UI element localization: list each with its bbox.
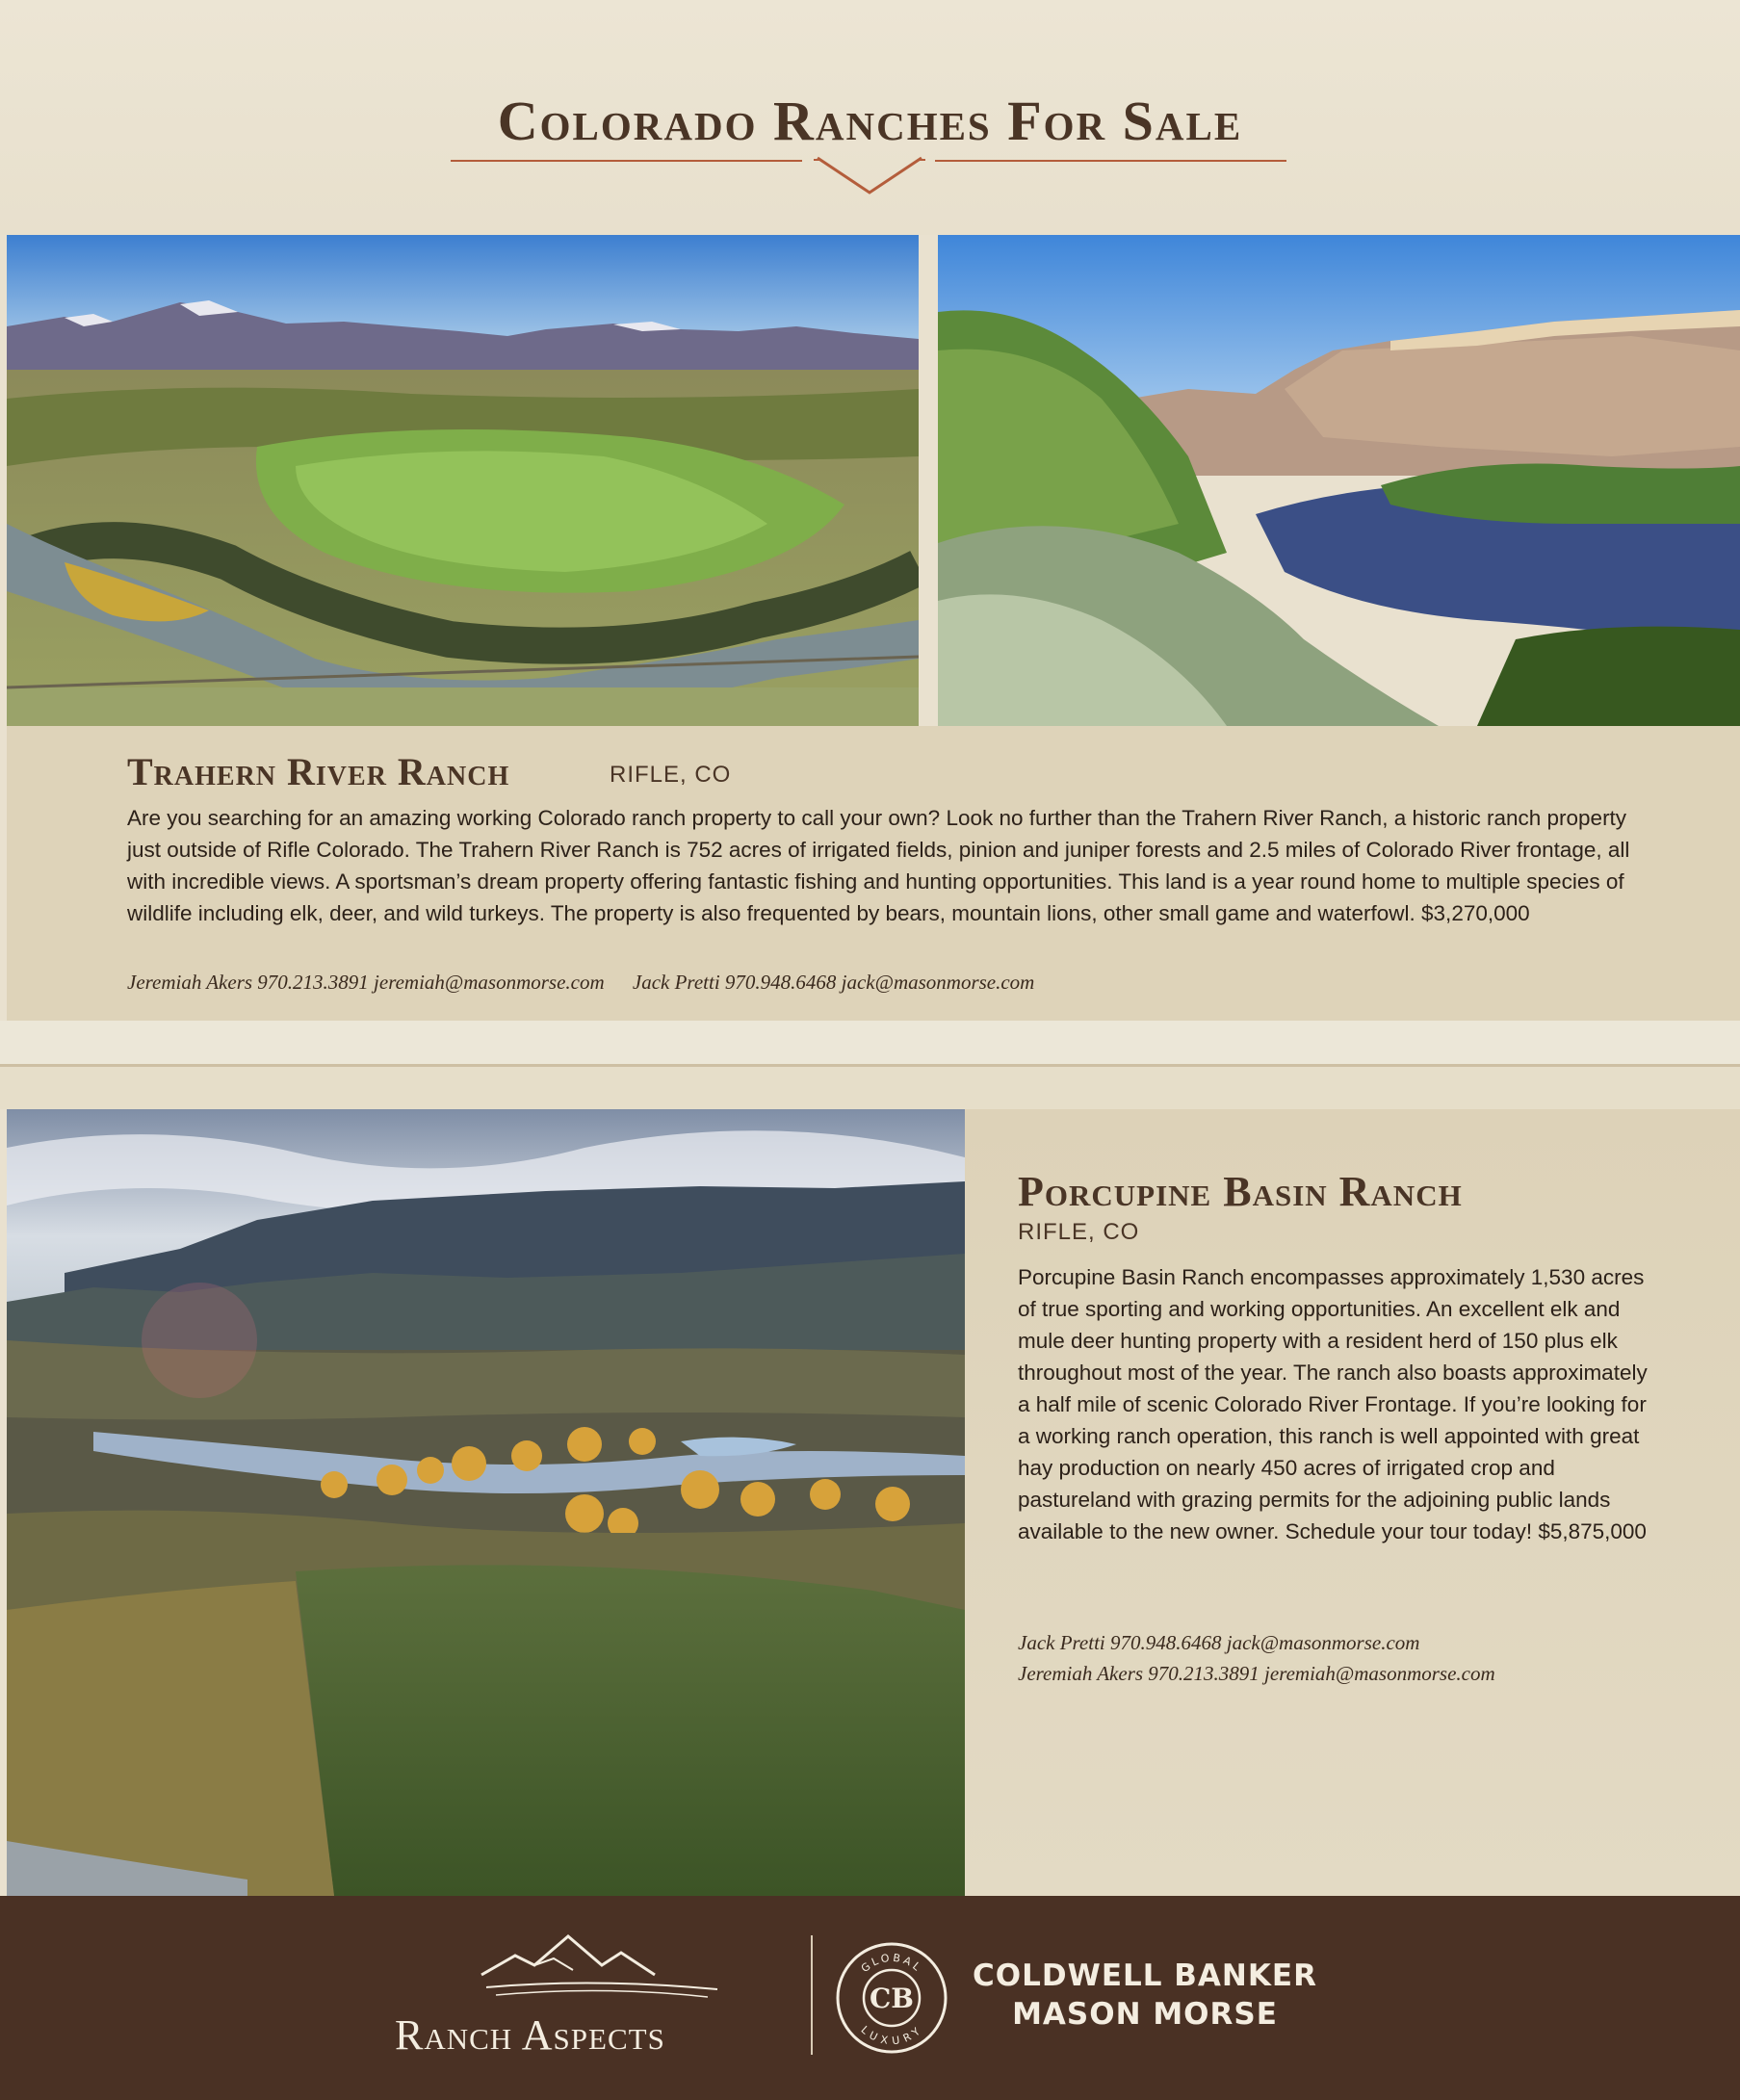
cb-line-1: COLDWELL BANKER xyxy=(973,1958,1317,1993)
ranch-aspects-name: Ranch Aspects xyxy=(395,2011,665,2059)
contact-jack[interactable]: Jack Pretti 970.948.6468 jack@masonmorse.com xyxy=(632,971,1035,994)
porcupine-aerial-photo xyxy=(7,1109,965,1896)
seal-monogram: CB xyxy=(870,1983,914,2014)
listing-1-title: Trahern River Ranch xyxy=(127,750,510,793)
contact-jeremiah[interactable]: Jeremiah Akers 970.213.3891 jeremiah@masonmorse.com xyxy=(1018,1662,1495,1685)
ranch-aspects-logo-icon xyxy=(477,1931,722,2009)
listing-2-title: Porcupine Basin Ranch xyxy=(1018,1168,1463,1215)
listing-2-description: Porcupine Basin Ranch encompasses approximately 1,530 acres of true sporting and working opportunities. An excellent elk and mule deer hunting property with a resident herd of 150 plus elk throughout most of the year. The ranch also boasts approximately a half mile of scenic Colorado River Frontage. If you’re looking for a working ranch operation, this ranch is well appointed with great hay production on nearly 450 acres of irrigated crop and pastureland with grazing permits for the adjoining public lands available to the new owner. Schedule your tour today! $5,875,000 xyxy=(1018,1265,1648,1543)
title-rule-left xyxy=(451,160,802,162)
contact-jack[interactable]: Jack Pretti 970.948.6468 jack@masonmorse.com xyxy=(1018,1631,1420,1654)
contact-jeremiah[interactable]: Jeremiah Akers 970.213.3891 jeremiah@masonmorse.com xyxy=(127,971,605,994)
svg-text:GLOBAL xyxy=(859,1952,925,1975)
chevron-down-icon xyxy=(814,154,925,202)
section-divider-lower xyxy=(0,1067,1740,1109)
listing-2-contacts xyxy=(1018,1627,1692,1689)
trahern-aerial-photo xyxy=(7,235,919,726)
seal-top-text: GLOBAL xyxy=(858,1951,925,1976)
title-rule-right xyxy=(935,160,1286,162)
page-title: Colorado Ranches For Sale xyxy=(497,90,1243,152)
listing-1-location: RIFLE, CO xyxy=(610,762,732,788)
listing-1-contacts xyxy=(127,971,1057,995)
seal-bottom-text: LUXURY xyxy=(858,2023,925,2048)
section-divider xyxy=(0,1021,1740,1064)
coldwell-banker-seal-icon xyxy=(834,1940,949,2056)
footer-divider xyxy=(811,1935,813,2055)
coldwell-banker-name xyxy=(971,1957,1319,2034)
cb-line-2: MASON MORSE xyxy=(1012,1997,1278,2032)
listing-2-location: RIFLE, CO xyxy=(1018,1219,1140,1245)
listing-1-description: Are you searching for an amazing working Colorado ranch property to call your own? Look no further than the Trahern River Ranch, a historic ranch property just outside of Rifle Colorado. The Trahern River Ranch is 752 acres of irrigated fields, pinion and juniper forests and 2.5 miles of Colorado River frontage, all with incredible views. A sportsman’s dream property offering fantastic fishing and hunting opportunities. This land is a year round home to multiple species of wildlife including elk, deer, and wild turkeys. The property is also frequented by bears, mountain lions, other small game and waterfowl. $3,270,000 xyxy=(127,806,1630,925)
river-canyon-photo xyxy=(938,235,1740,726)
